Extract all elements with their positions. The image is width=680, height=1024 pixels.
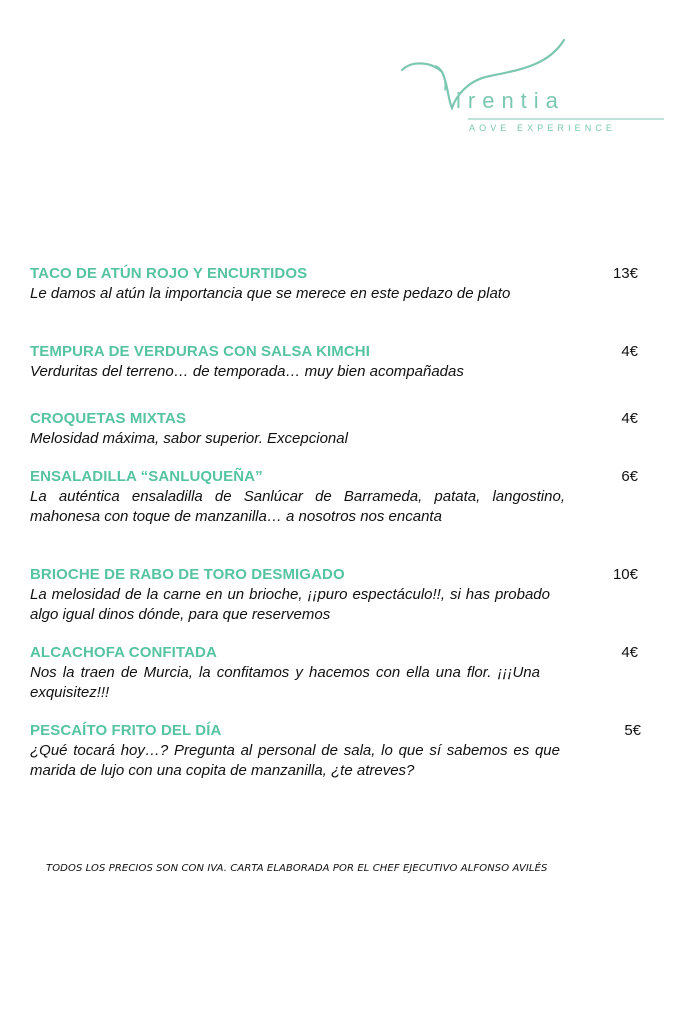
logo-wordmark: irentia [456,88,565,113]
item-price: 5€ [624,722,641,739]
item-description: La auténtica ensaladilla de Sanlúcar de Barrameda, patata, langostino, mahonesa con toque de manzanilla… a nosotros nos encanta [30,488,565,525]
item-price: 4€ [621,343,638,360]
menu-item [30,467,640,527]
logo-tagline: AOVE EXPERIENCE [469,123,617,133]
item-name: TEMPURA DE VERDURAS CON SALSA KIMCHI [30,343,371,360]
menu-item [30,565,640,625]
item-name: ENSALADILLA “SANLUQUEÑA” [30,468,263,485]
item-name: TACO DE ATÚN ROJO Y ENCURTIDOS [30,265,308,282]
item-price: 10€ [612,566,638,583]
item-description: Melosidad máxima, sabor superior. Excepcional [30,430,348,447]
item-name: CROQUETAS MIXTAS [30,410,187,427]
item-name: ALCACHOFA CONFITADA [30,644,217,661]
menu-item [30,409,640,449]
menu-item [30,342,640,382]
item-price: 13€ [612,265,638,282]
menu-item [30,643,640,703]
item-description: Nos la traen de Murcia, la confitamos y hacemos con ella una flor. ¡¡¡Una exquisitez!!! [30,664,540,701]
item-name: BRIOCHE DE RABO DE TORO DESMIGADO [30,566,345,583]
menu-item [30,721,640,781]
item-description: La melosidad de la carne en un brioche, ¡¡puro espectáculo!!, si has probado algo igual dinos dónde, para que reservemos [30,586,550,623]
item-price: 4€ [621,644,638,661]
brand-logo [398,36,668,138]
footer-note: TODOS LOS PRECIOS SON CON IVA. CARTA ELABORADA POR EL CHEF EJECUTIVO ALFONSO AVILÉS [46,863,548,874]
item-description: Le damos al atún la importancia que se merece en este pedazo de plato [30,285,511,302]
menu-item [30,264,640,304]
item-name: PESCAÍTO FRITO DEL DÍA [30,722,222,739]
item-price: 6€ [621,468,638,485]
item-price: 4€ [621,410,638,427]
item-description: ¿Qué tocará hoy…? Pregunta al personal de sala, lo que sí sabemos es que marida de lujo con una copita de manzanilla, ¿te atreves? [30,742,560,779]
item-description: Verduritas del terreno… de temporada… muy bien acompañadas [30,363,464,380]
